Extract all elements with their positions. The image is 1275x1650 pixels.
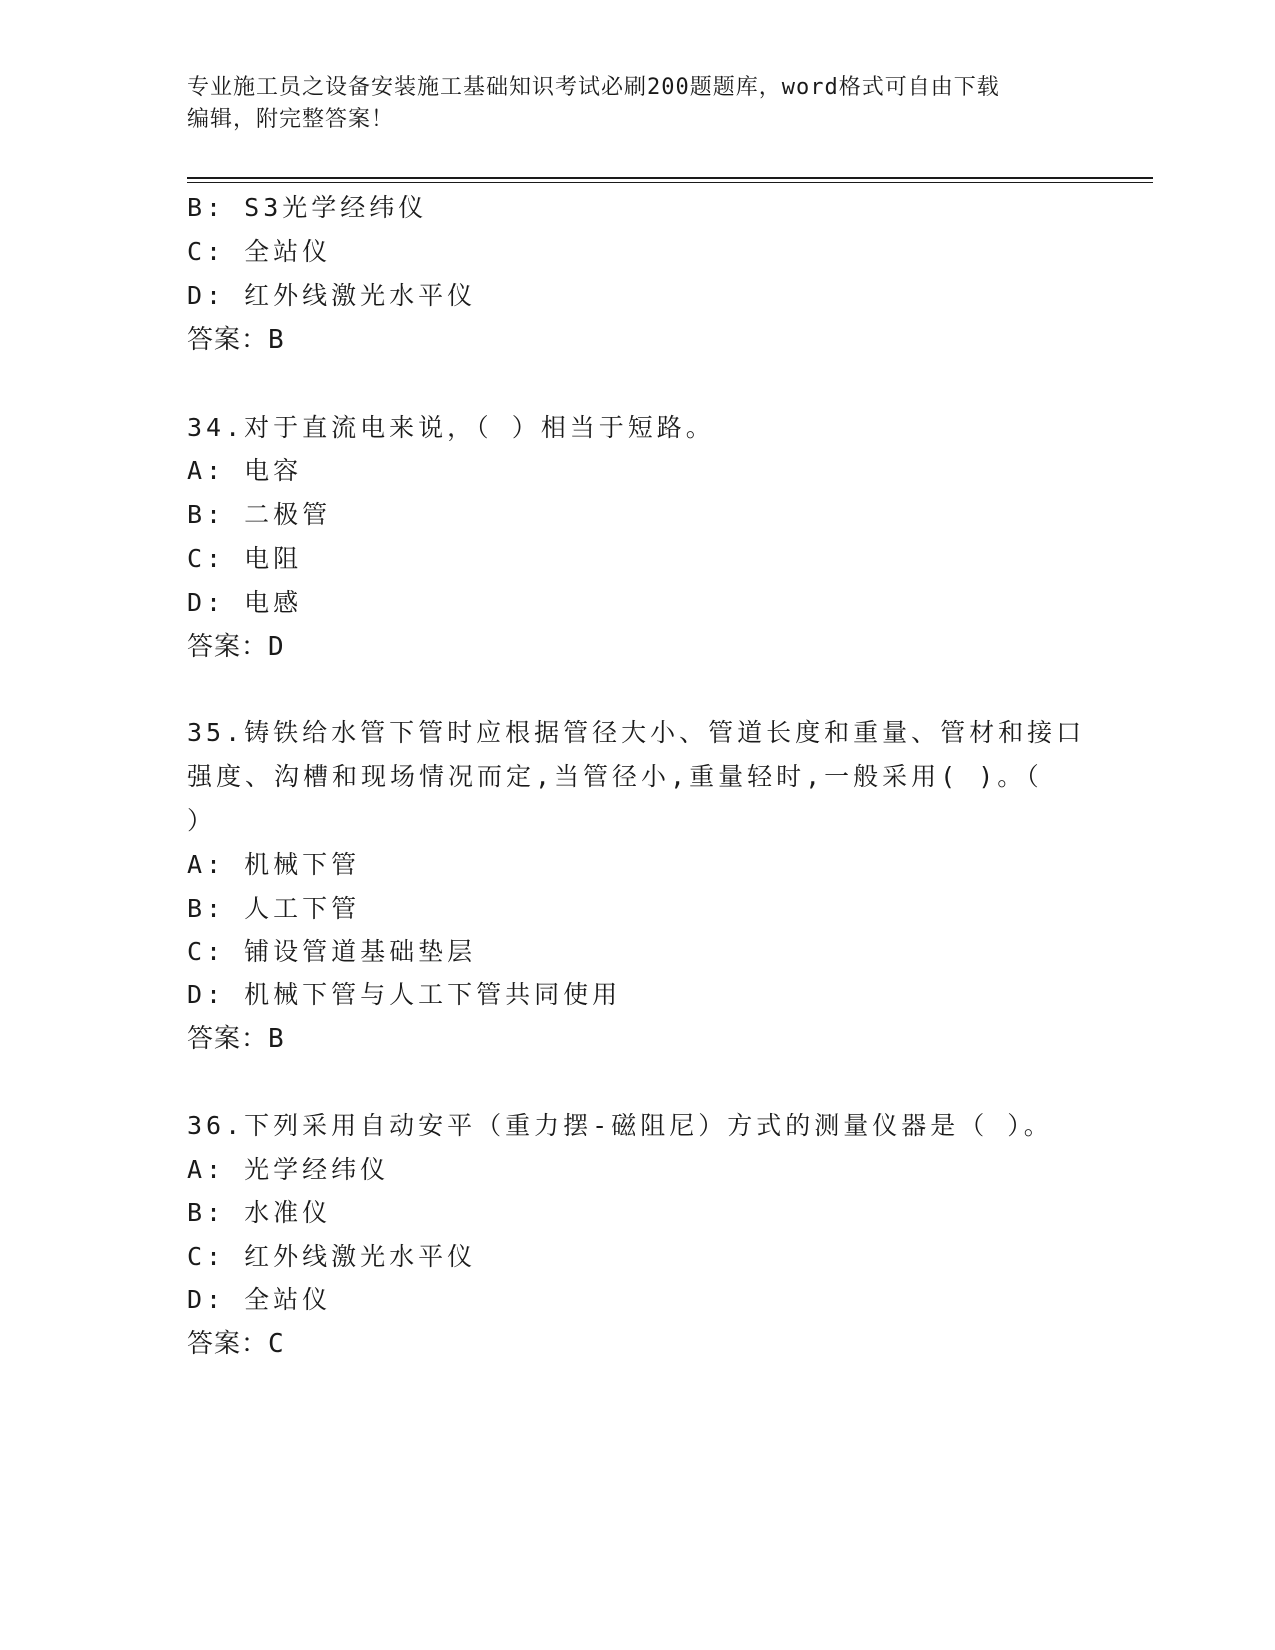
q36-option-a: A: 光学经纬仪 <box>187 1155 390 1184</box>
page-header <box>187 72 1067 136</box>
q34-question: 34.对于直流电来说，（ ）相当于短路。 <box>187 413 715 442</box>
header-divider-thin <box>187 182 1153 183</box>
q34-option-b: B: 二极管 <box>187 500 332 529</box>
q36-option-b: B: 水准仪 <box>187 1198 332 1227</box>
q34-option-a: A: 电容 <box>187 456 303 485</box>
q35-answer: 答案：B <box>187 1024 285 1054</box>
q33-option-c: C: 全站仪 <box>187 237 332 266</box>
header-title-line2: 编辑，附完整答案！ <box>187 107 395 132</box>
q36-answer: 答案：C <box>187 1329 285 1359</box>
q33-option-d: D: 红外线激光水平仪 <box>187 281 477 310</box>
q35-question-line3: ） <box>187 806 217 835</box>
q35-option-d: D: 机械下管与人工下管共同使用 <box>187 980 622 1009</box>
q36-question: 36.下列采用自动安平（重力摆-磁阻尼）方式的测量仪器是（ ）。 <box>187 1111 1053 1140</box>
q35-option-c: C: 铺设管道基础垫层 <box>187 937 477 966</box>
header-title-line1: 专业施工员之设备安装施工基础知识考试必刷200题题库，word格式可自由下载 <box>187 75 1000 100</box>
q36-option-d: D: 全站仪 <box>187 1285 332 1314</box>
header-divider-thick <box>187 177 1153 179</box>
q34-option-d: D: 电感 <box>187 588 303 617</box>
q34-option-c: C: 电阻 <box>187 544 303 573</box>
q34-answer: 答案：D <box>187 632 285 662</box>
q36-option-c: C: 红外线激光水平仪 <box>187 1242 477 1271</box>
q33-answer: 答案：B <box>187 325 285 355</box>
q35-question-line1: 35.铸铁给水管下管时应根据管径大小、管道长度和重量、管材和接口 <box>187 718 1086 747</box>
q35-option-a: A: 机械下管 <box>187 850 361 879</box>
q35-option-b: B: 人工下管 <box>187 894 361 923</box>
q33-option-b: B: S3光学经纬仪 <box>187 193 428 222</box>
q35-question-line2: 强度、沟槽和现场情况而定,当管径小,重量轻时,一般采用( )。（ <box>187 762 1043 791</box>
